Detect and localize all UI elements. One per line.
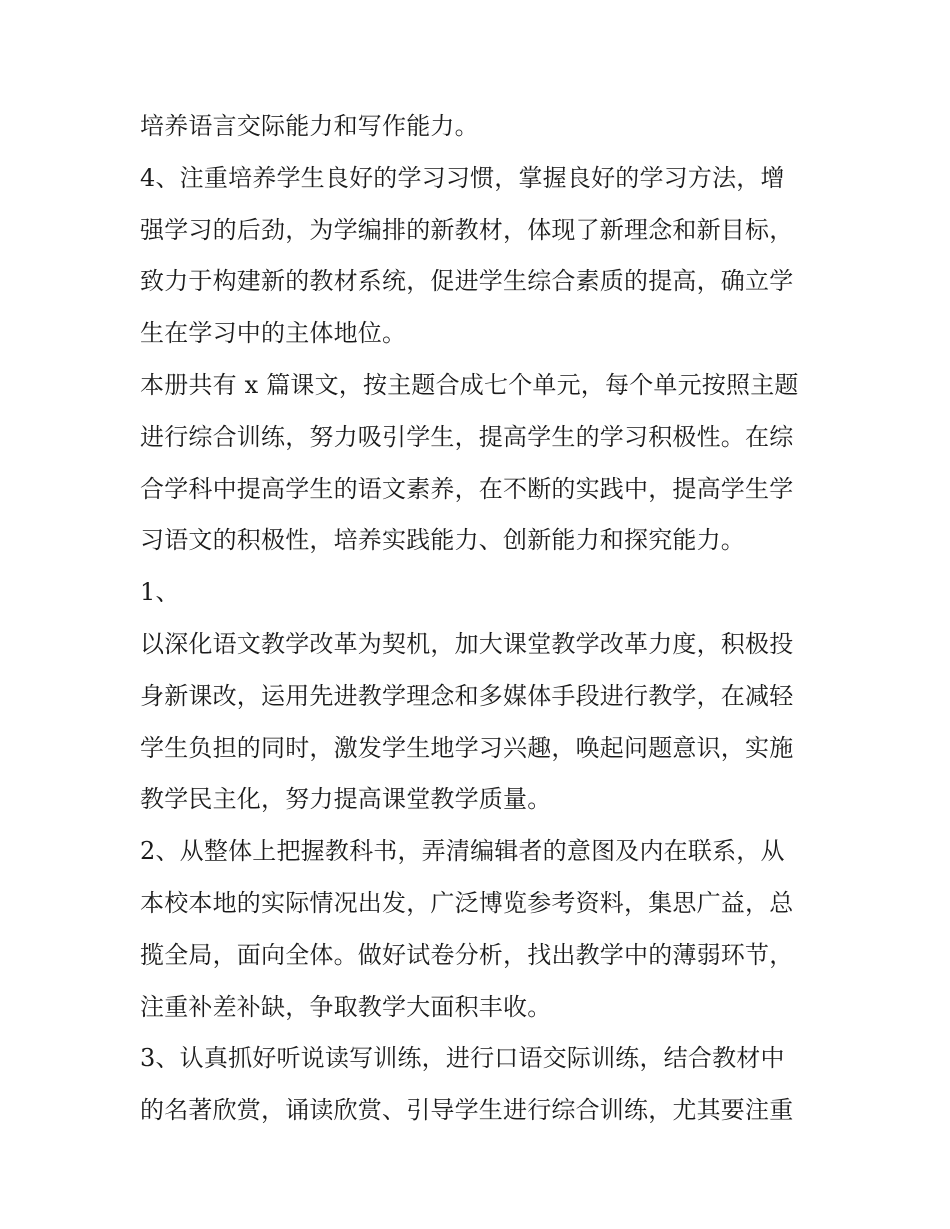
body-text	[140, 101, 820, 1137]
text-line: 的名著欣赏，诵读欣赏、引导学生进行综合训练，尤其要注重	[140, 1096, 794, 1125]
text-line: 进行综合训练，努力吸引学生，提高学生的学习积极性。在综	[140, 422, 794, 451]
text-line: 生在学习中的主体地位。	[140, 319, 407, 348]
text-line: 习语文的积极性，培养实践能力、创新能力和探究能力。	[140, 526, 745, 555]
text-line: 合学科中提高学生的语文素养，在不断的实践中，提高学生学	[140, 474, 794, 503]
text-line: 培养语言交际能力和写作能力。	[140, 112, 479, 140]
text-line: 揽全局，面向全体。做好试卷分析，找出教学中的薄弱环节，	[140, 940, 794, 969]
text-line: 2、从整体上把握教科书，弄清编辑者的意图及内在联系，从	[140, 837, 785, 866]
text-line: 3、认真抓好听说读写训练，进行口语交际训练，结合教材中	[140, 1044, 785, 1073]
text-line: 学生负担的同时，激发学生地学习兴趣，唤起问题意识，实施	[140, 733, 794, 762]
text-line: 以深化语文教学改革为契机，加大课堂教学改革力度，积极投	[140, 629, 794, 658]
text-line: 身新课改，运用先进教学理念和多媒体手段进行教学，在减轻	[140, 681, 794, 710]
text-line: 本册共有 x 篇课文，按主题合成七个单元，每个单元按照主题	[140, 370, 799, 399]
text-line: 1、	[140, 578, 180, 607]
text-line: 强学习的后劲，为学编排的新教材，体现了新理念和新目标，	[140, 215, 794, 244]
text-line: 本校本地的实际情况出发，广泛博览参考资料，集思广益，总	[140, 888, 794, 917]
text-line: 致力于构建新的教材系统，促进学生综合素质的提高，确立学	[140, 267, 794, 296]
text-line: 4、注重培养学生良好的学习习惯，掌握良好的学习方法，增	[140, 163, 785, 192]
text-line: 教学民主化，努力提高课堂教学质量。	[140, 785, 552, 814]
text-line: 注重补差补缺，争取教学大面积丰收。	[140, 992, 552, 1021]
